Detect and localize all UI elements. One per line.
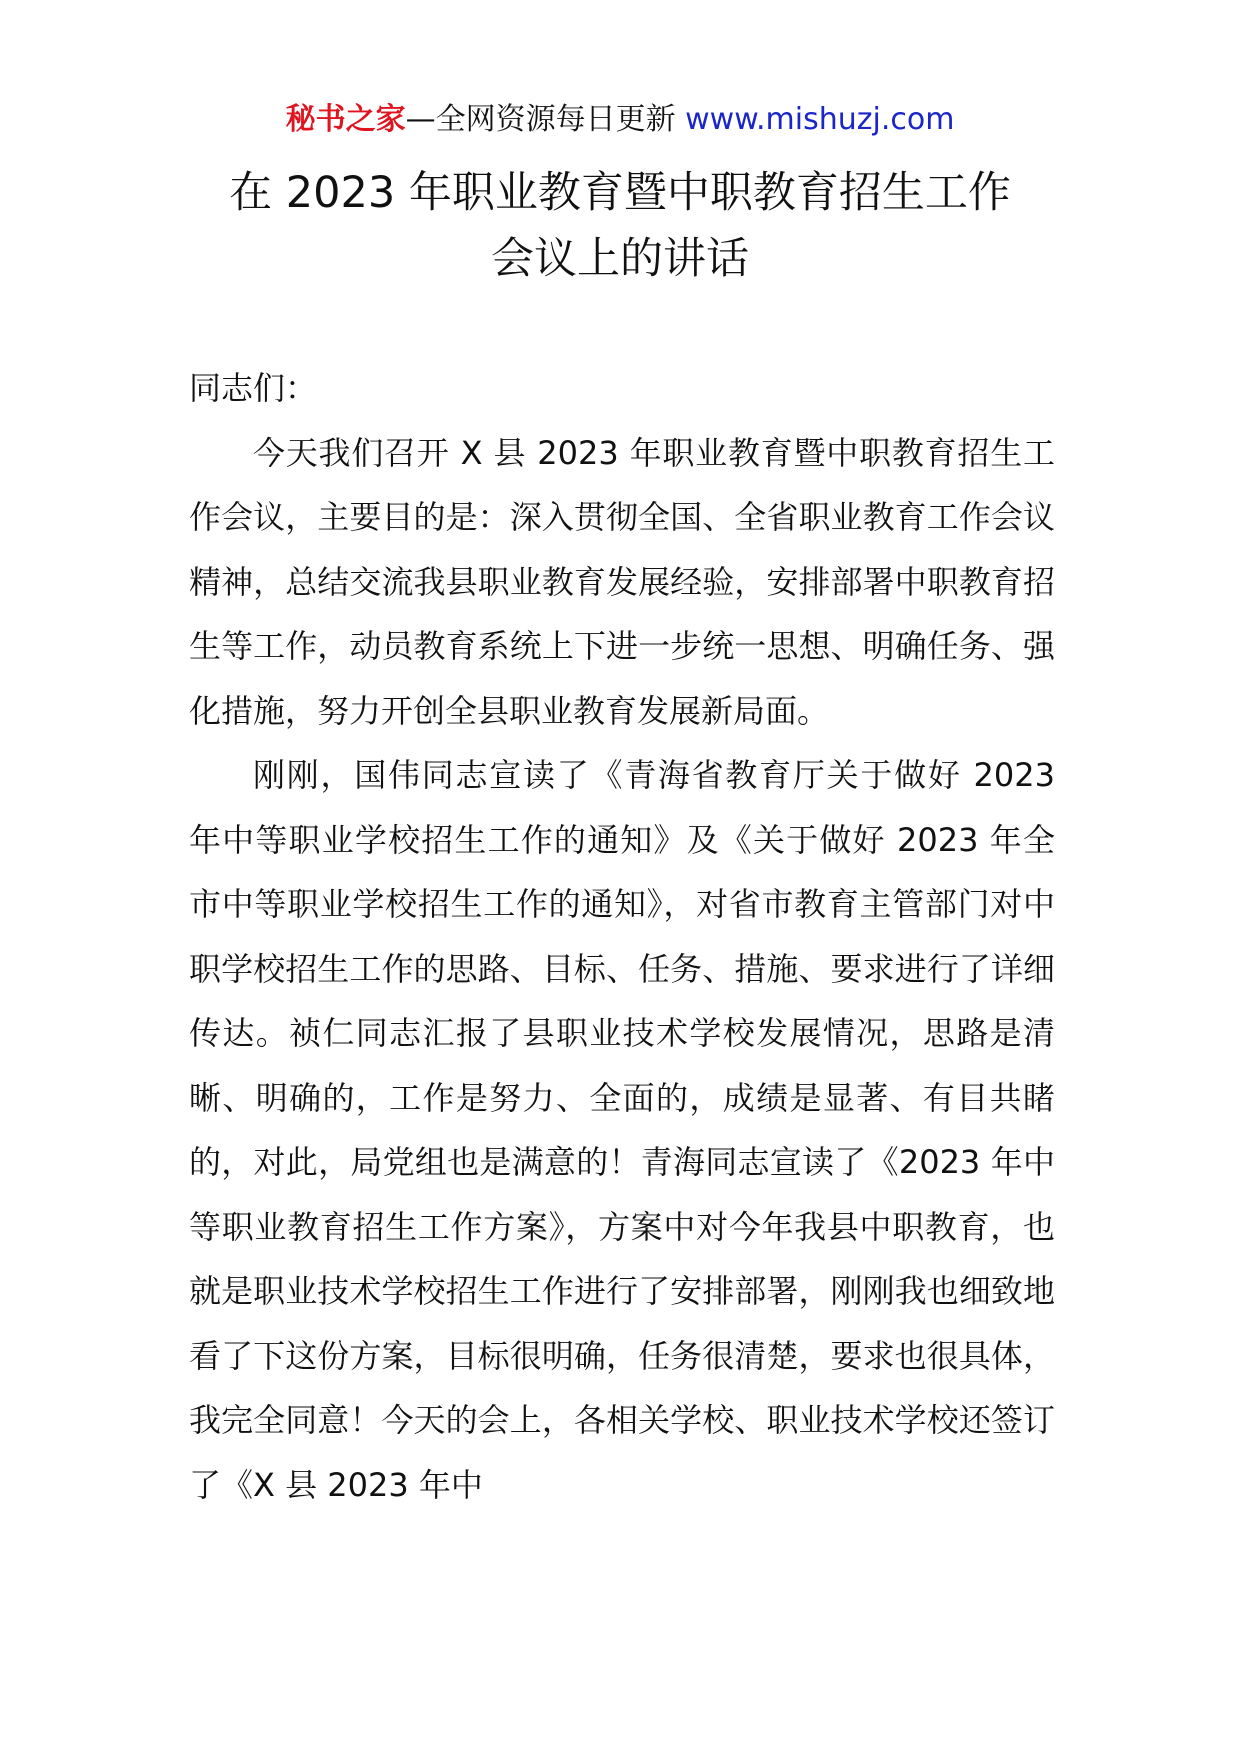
title-line-1: 在 2023 年职业教育暨中职教育招生工作 xyxy=(229,168,1011,218)
paragraph-1: 今天我们召开 X 县 2023 年职业教育暨中职教育招生工作会议，主要目的是：深入贯彻全国、全省职业教育工作会议精神，总结交流我县职业教育发展经验，安排部署中职教育招生等工作，动员教育系统上下进一步统一思想、明确任务、强化措施，努力开创全县职业教育发展新局面。 xyxy=(189,433,1055,730)
brand-name: 秘书之家 xyxy=(285,102,406,137)
header-tagline: —全网资源每日更新 xyxy=(405,102,686,137)
title-line-2: 会议上的讲话 xyxy=(491,234,749,284)
salutation: 同志们： xyxy=(189,369,318,407)
paragraph-2: 刚刚，国伟同志宣读了《青海省教育厅关于做好 2023 年中等职业学校招生工作的通知》及《关于做好 2023 年全市中等职业学校招生工作的通知》，对省市教育主管部门对中职学校招生工作的思路、目标、任务、措施、要求进行了详细传达。祯仁同志汇报了县职业技术学校发展情况，思路是清晰、明确的，工作是努力、全面的，成绩是显著、有目共睹的，对此，局党组也是满意的！青海同志宣读了《2023 年中等职业教育招生工作方案》，方案中对今年我县中职教育，也就是职业技术学校招生工作进行了安排部署，刚刚我也细致地看了下这份方案，目标很明确，任务很清楚，要求也很具体，我完全同意！今天的会上，各相关学校、职业技术学校还签订了《X 县 2023 年中 xyxy=(189,756,1055,1504)
site-url[interactable]: www.mishuzj.com xyxy=(685,102,955,137)
document-body xyxy=(189,356,1055,1517)
document-title xyxy=(0,160,1240,292)
site-header xyxy=(0,100,1240,140)
